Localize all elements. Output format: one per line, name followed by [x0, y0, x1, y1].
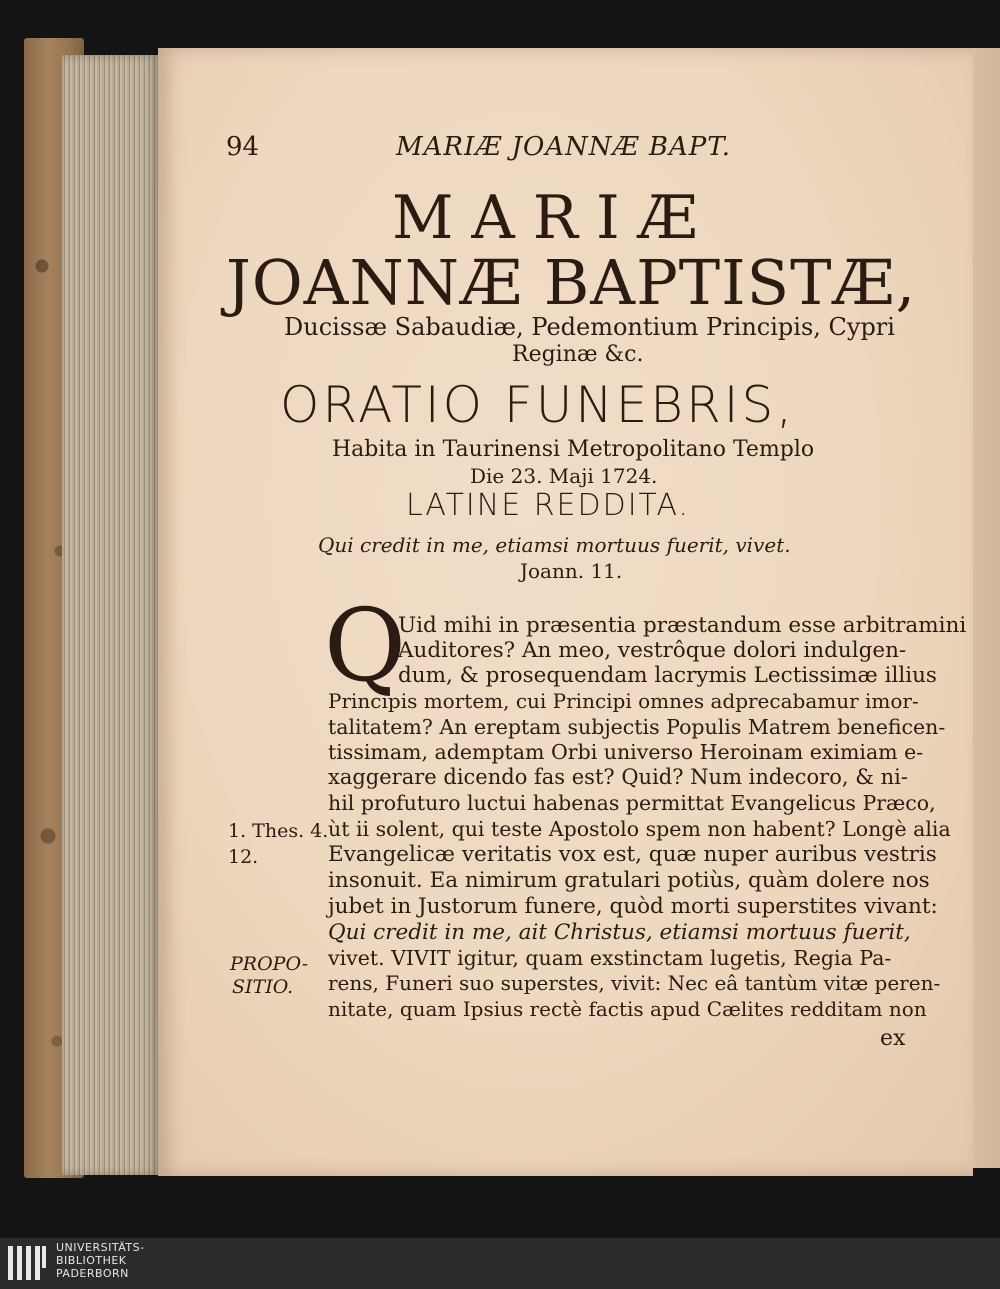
facing-page-edge: [970, 48, 1000, 1168]
body-line: hil profuturo luctui habenas permittat Evangelicus Præco,: [328, 791, 936, 815]
margin-note-reference: 1. Thes. 4.: [228, 820, 329, 842]
body-line: dum, & prosequendam lacrymis Lectissimæ illius: [398, 663, 937, 688]
library-name-line-3: PADERBORN: [56, 1267, 129, 1280]
title-line-1: MARIÆ: [392, 183, 716, 253]
body-line: xaggerare dicendo fas est? Quid? Num indecoro, & ni-: [328, 765, 908, 789]
habita-line-2: Die 23. Maji 1724.: [470, 464, 658, 488]
body-line: rens, Funeri suo superstes, vivit: Nec eâ tantùm vitæ peren-: [328, 971, 941, 995]
body-line: insonuit. Ea nimirum gratulari potiùs, quàm dolere nos: [328, 868, 930, 893]
habita-line-1: Habita in Taurinensi Metropolitano Templo: [332, 437, 815, 462]
body-line: talitatem? An ereptam subjectis Populis Matrem beneficen-: [328, 715, 946, 739]
page-number: 94: [226, 132, 260, 162]
motto: Qui credit in me, etiamsi mortuus fuerit, vivet.: [318, 533, 791, 557]
title-line-2: JOANNÆ BAPTISTÆ,: [226, 246, 917, 319]
motto-reference: Joann. 11.: [520, 559, 623, 583]
catchword: ex: [880, 1026, 906, 1051]
library-footer: [0, 1238, 1000, 1289]
drop-cap: Q: [324, 587, 406, 704]
running-head: MARIÆ JOANNÆ BAPT.: [396, 132, 732, 162]
body-line: Evangelicæ veritatis vox est, quæ nuper auribus vestris: [328, 842, 937, 867]
library-logo-icon: [8, 1246, 48, 1280]
body-line: Uid mihi in præsentia præstandum esse arbitramini: [398, 613, 967, 638]
body-line: vivet. VIVIT igitur, quam exstinctam lugetis, Regia Pa-: [328, 946, 892, 970]
margin-note-propositio: PROPO-: [230, 953, 309, 975]
page-edges: [62, 55, 160, 1175]
oratio-heading: ORATIO FUNEBRIS,: [280, 376, 796, 434]
body-line: Auditores? An meo, vestrôque dolori indulgen-: [398, 638, 907, 663]
subtitle-line-1: Ducissæ Sabaudiæ, Pedemontium Principis, Cypri: [284, 313, 895, 341]
subtitle-line-2: Reginæ &c.: [512, 342, 644, 367]
body-line: Principis mortem, cui Principi omnes adprecabamur imor-: [328, 689, 919, 713]
body-line: jubet in Justorum funere, quòd morti superstites vivant:: [328, 894, 938, 919]
library-name-line-2: BIBLIOTHEK: [56, 1254, 127, 1267]
body-line: nitate, quam Ipsius rectè factis apud Cælites redditam non: [328, 997, 927, 1021]
body-line: tissimam, ademptam Orbi universo Heroinam eximiam e-: [328, 740, 924, 764]
body-line: ùt ii solent, qui teste Apostolo spem non habent? Longè alia: [328, 817, 951, 841]
library-name-line-1: UNIVERSITÄTS-: [56, 1241, 145, 1254]
margin-note-reference: 12.: [228, 846, 259, 868]
margin-note-propositio: SITIO.: [232, 976, 294, 998]
body-line: Qui credit in me, ait Christus, etiamsi mortuus fuerit,: [328, 920, 911, 945]
latine-heading: LATINE REDDITA.: [406, 488, 691, 523]
